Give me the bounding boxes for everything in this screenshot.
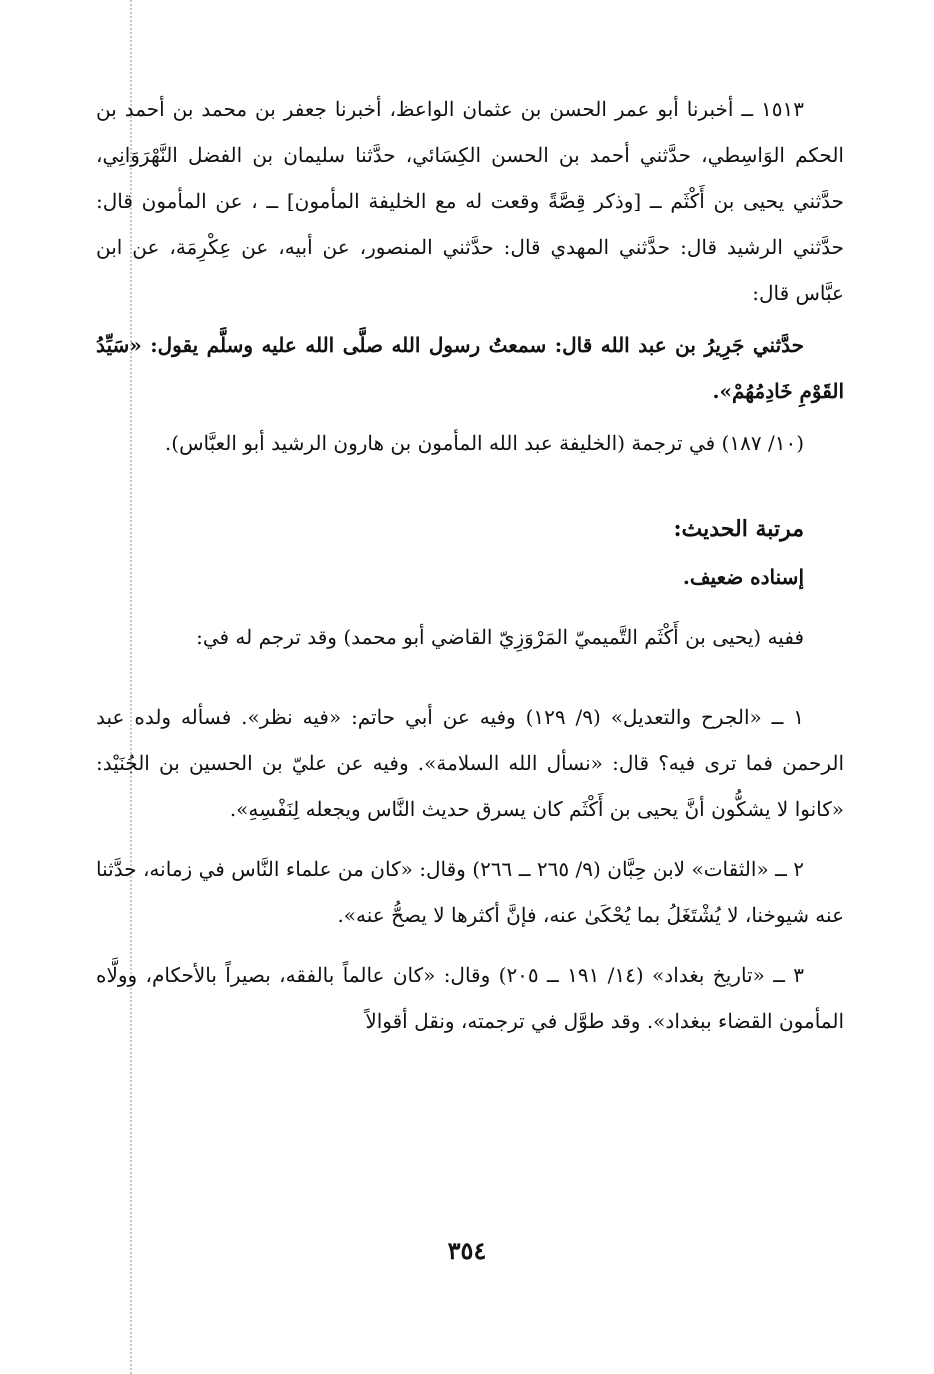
hadith-matn: حدَّثني جَرِيرُ بن عبد الله قال: سمعتُ رسول الله صلَّى الله عليه وسلَّم يقول: «سَيِّدُ القَوْمِ خَادِمُهُمْ». (96, 333, 844, 403)
reference-item-3: ٣ ــ «تاريخ بغداد» (١٤/ ١٩١ ــ ٢٠٥) وقال: «كان عالماً بالفقه، بصيراً بالأحكام، وولَّاه المأمون القضاء ببغداد». وقد طوَّل في ترجمته، ونقل أقوالاً (96, 963, 844, 1033)
reference-item-2: ٢ ــ «الثقات» لابن حِبَّان (٩/ ٢٦٥ ــ ٢٦٦) وقال: «كان من علماء النَّاس في زمانه، حدَّثنا عنه شيوخنا، لا يُشْتَغَلُ بما يُحْكَىٰ عنه، فإنَّ أكثرها لا يصحُّ عنه». (96, 857, 844, 927)
hadith-source: (١٠/ ١٨٧) في ترجمة (الخليفة عبد الله المأمون بن هارون الرشيد أبو العبَّاس). (164, 431, 804, 455)
hadith-isnad: ١٥١٣ ــ أخبرنا أبو عمر الحسن بن عثمان الواعظ، أخبرنا جعفر بن محمد بن أحمد بن الحكم الوَاسِطي، حدَّثني أحمد بن الحسن الكِسَائي، حدَّثنا سليمان بن الفضل النَّهْرَوَانِي، حدَّثني يحيى بن أَكْثَم ــ [وذكر قِصَّةً وقعت له مع الخليفة المأمون] ــ ، عن المأمون قال: حدَّثني الرشيد قال: حدَّثني المهدي قال: حدَّثني المنصور، عن أبيه، عن عِكْرِمَة، عن ابن عبَّاس قال: (96, 97, 844, 305)
page-number: ٣٥٤ (447, 1236, 487, 1265)
reference-item-1: ١ ــ «الجرح والتعديل» (٩/ ١٢٩) وفيه عن أبي حاتم: «فيه نظر». فسأله ولده عبد الرحمن فما ترى فيه؟ قال: «نسأل الله السلامة». وفيه عن عليّ بن الحسين بن الجُنَيْد: «كانوا لا يشكُّون أنَّ يحيى بن أَكْثَم كان يسرق حديث النَّاس ويجعله لِنَفْسِهِ». (96, 705, 845, 821)
grading-heading: مرتبة الحديث: (673, 516, 804, 542)
page-body (96, 86, 844, 1044)
grading-verdict: إسناده ضعيف. (682, 565, 804, 589)
grading-intro: ففيه (يحيى بن أَكْثَم التَّميميّ المَرْوَزِيّ القاضي أبو محمد) وقد ترجم له في: (196, 625, 804, 649)
